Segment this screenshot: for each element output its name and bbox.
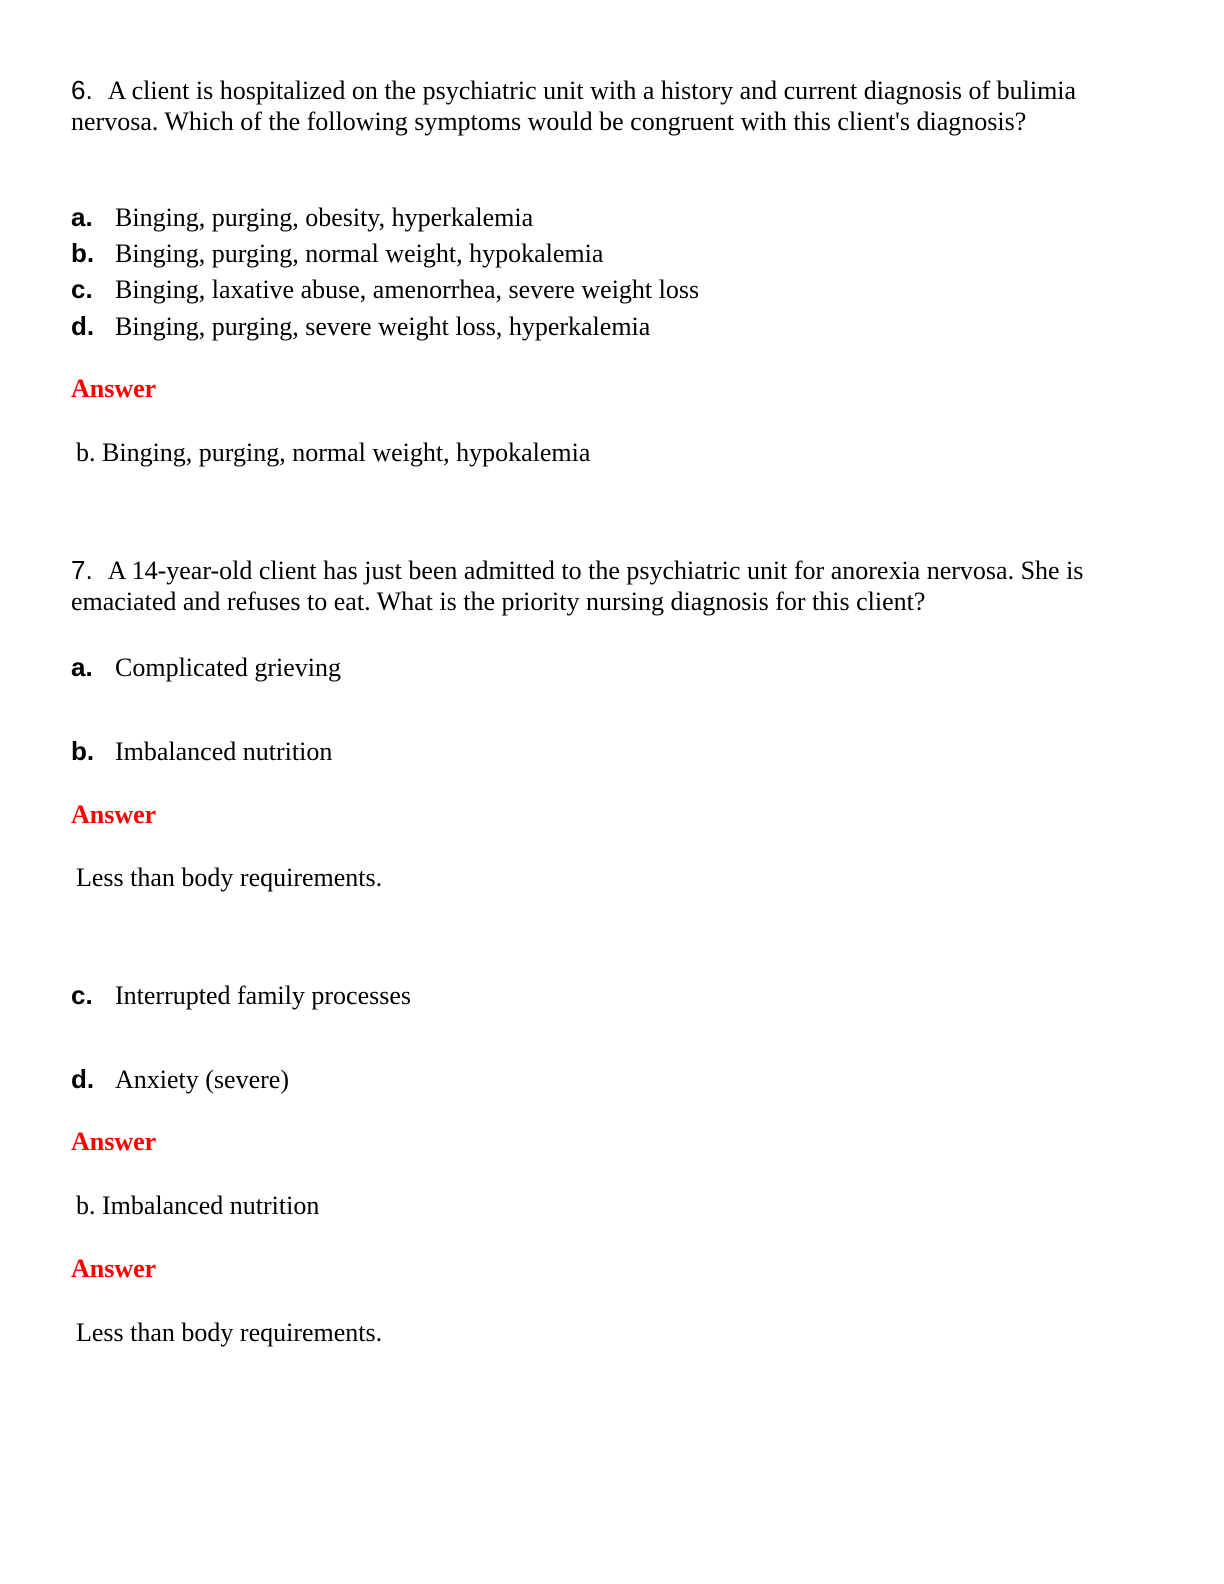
option-text: Binging, purging, obesity, hyperkalemia (115, 203, 534, 232)
option-letter: c. (71, 980, 93, 1010)
option-text: Binging, purging, normal weight, hypokalemia (115, 239, 604, 268)
question-7-option-c (71, 980, 411, 1011)
question-7-answer-text-3: Less than body requirements. (76, 1318, 383, 1347)
question-7-option-a (71, 652, 341, 683)
question-7-answer-text-1: Less than body requirements. (76, 863, 383, 892)
option-text: Binging, purging, severe weight loss, hyperkalemia (115, 312, 651, 341)
question-7 (71, 555, 1151, 617)
question-6-answer-text: b. Binging, purging, normal weight, hypokalemia (76, 438, 591, 467)
option-text: Imbalanced nutrition (115, 737, 333, 766)
option-text: Anxiety (severe) (115, 1065, 289, 1094)
question-7-answer-label-1: Answer (71, 800, 157, 829)
question-6-option-c (71, 274, 699, 305)
question-7-answer-label-2: Answer (71, 1127, 157, 1156)
option-letter: b. (71, 238, 95, 268)
question-6-option-a (71, 202, 533, 233)
option-letter: c. (71, 274, 93, 304)
option-letter: a. (71, 202, 93, 232)
question-7-text: A 14-year-old client has just been admitted to the psychiatric unit for anorexia nervosa. She is emaciated and refuses to eat. What is the priority nursing diagnosis for this client? (71, 556, 1084, 616)
question-7-answer-text-2: b. Imbalanced nutrition (76, 1191, 320, 1220)
question-7-number: 7. (71, 555, 93, 585)
option-letter: a. (71, 652, 93, 682)
question-7-answer-label-3: Answer (71, 1254, 157, 1283)
option-letter: d. (71, 311, 95, 341)
question-6-option-b (71, 238, 603, 269)
question-7-option-d (71, 1064, 289, 1095)
option-letter: b. (71, 736, 95, 766)
option-text: Interrupted family processes (115, 981, 412, 1010)
option-letter: d. (71, 1064, 95, 1094)
question-6-answer-label: Answer (71, 374, 157, 403)
question-6-number: 6. (71, 75, 93, 105)
option-text: Binging, laxative abuse, amenorrhea, severe weight loss (115, 275, 700, 304)
option-text: Complicated grieving (115, 653, 342, 682)
question-6 (71, 75, 1151, 137)
question-7-option-b (71, 736, 332, 767)
question-6-text: A client is hospitalized on the psychiatric unit with a history and current diagnosis of bulimia nervosa. Which of the following symptoms would be congruent with this client's diagnosis? (71, 76, 1077, 136)
question-6-option-d (71, 311, 650, 342)
